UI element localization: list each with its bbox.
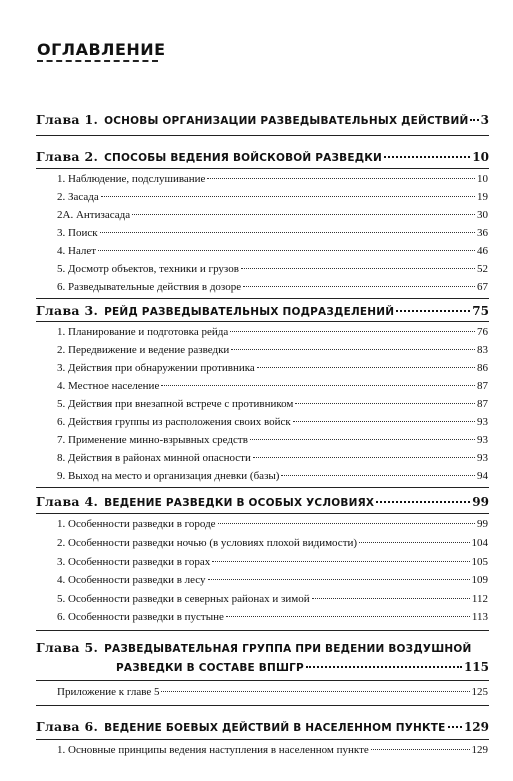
section-page: 52: [477, 263, 488, 275]
dot-leader: [371, 749, 470, 750]
section-label: 6. Разведывательные действия в дозоре: [57, 281, 242, 293]
chapter-page: 115: [463, 660, 489, 674]
dot-leader: [132, 214, 475, 215]
section-label: 3. Действия при обнаружении противника: [57, 362, 255, 374]
dot-leader: [295, 403, 475, 404]
section-entry[interactable]: [57, 344, 488, 359]
dot-leader: [161, 691, 469, 692]
dot-leader: [448, 726, 462, 728]
divider: [36, 513, 489, 514]
divider: [36, 487, 489, 488]
chapter-page: 99: [472, 495, 489, 509]
section-entry[interactable]: [57, 263, 488, 278]
chapter-title: ВЕДЕНИЕ БОЕВЫХ ДЕЙСТВИЙ В НАСЕЛЕННОМ ПУНКТЕ: [104, 722, 446, 734]
section-page: 104: [471, 537, 488, 549]
section-page: 113: [471, 611, 488, 623]
dot-leader: [218, 523, 475, 524]
section-label: 9. Выход на место и организация дневки (базы): [57, 470, 280, 482]
section-page: 76: [477, 326, 488, 338]
section-page: 10: [477, 173, 488, 185]
dot-leader: [230, 331, 475, 332]
chapter-number: Глава 4.: [36, 494, 99, 509]
chapter-page: 75: [472, 304, 489, 318]
section-label: 3. Особенности разведки в горах: [57, 556, 211, 568]
section-page: 112: [471, 593, 488, 605]
chapter-title: ВЕДЕНИЕ РАЗВЕДКИ В ОСОБЫХ УСЛОВИЯХ: [104, 497, 375, 509]
section-entry[interactable]: [57, 574, 488, 589]
dot-leader: [250, 439, 475, 440]
dot-leader: [207, 178, 475, 179]
section-entry[interactable]: [57, 245, 488, 260]
chapter-6-entry[interactable]: [36, 719, 489, 737]
dot-leader: [257, 367, 475, 368]
section-page: 83: [477, 344, 488, 356]
section-page: 105: [471, 556, 488, 568]
dot-leader: [101, 196, 475, 197]
section-entry[interactable]: [57, 537, 488, 552]
dot-leader: [161, 385, 475, 386]
section-page: 125: [471, 686, 488, 698]
divider: [36, 680, 489, 681]
chapter-number: Глава 1.: [36, 112, 99, 127]
dot-leader: [359, 542, 469, 543]
section-entry[interactable]: [57, 173, 488, 188]
chapter-number: Глава 2.: [36, 149, 99, 164]
divider: [36, 630, 489, 631]
chapter-title: СПОСОБЫ ВЕДЕНИЯ ВОЙСКОВОЙ РАЗВЕДКИ: [104, 152, 383, 164]
section-label: 8. Действия в районах минной опасности: [57, 452, 251, 464]
chapter-number: Глава 5.: [36, 640, 99, 655]
section-entry[interactable]: [57, 209, 488, 224]
title-underline: [37, 60, 158, 62]
section-entry[interactable]: [57, 611, 488, 626]
section-entry[interactable]: [57, 744, 488, 759]
section-label: 1. Наблюдение, подслушивание: [57, 173, 206, 185]
dot-leader: [384, 156, 470, 158]
section-page: 86: [477, 362, 488, 374]
chapter-5-entry-line2[interactable]: [116, 660, 489, 678]
chapter-5-entry-line1[interactable]: [36, 640, 489, 658]
section-entry[interactable]: [57, 326, 488, 341]
section-page: 129: [471, 744, 488, 756]
section-page: 94: [477, 470, 488, 482]
section-entry[interactable]: [57, 398, 488, 413]
chapter-title-continued: РАЗВЕДКИ В СОСТАВЕ ВПШГР: [116, 662, 304, 674]
section-page: 46: [477, 245, 488, 257]
section-entry[interactable]: [57, 380, 488, 395]
section-entry[interactable]: [57, 556, 488, 571]
chapter-3-entry[interactable]: [36, 303, 489, 321]
chapter-title: ОСНОВЫ ОРГАНИЗАЦИИ РАЗВЕДЫВАТЕЛЬНЫХ ДЕЙСТВИЙ: [104, 115, 469, 127]
dot-leader: [396, 310, 470, 312]
divider: [36, 705, 489, 706]
section-entry[interactable]: [57, 470, 488, 485]
section-label: 5. Действия при внезапной встрече с противником: [57, 398, 294, 410]
section-label: 2. Передвижение и ведение разведки: [57, 344, 230, 356]
section-entry[interactable]: [57, 416, 488, 431]
divider: [36, 298, 489, 299]
section-page: 99: [477, 518, 488, 530]
section-page: 36: [477, 227, 488, 239]
chapter-page: 3: [480, 113, 489, 127]
section-page: 87: [477, 380, 488, 392]
dot-leader: [253, 457, 475, 458]
section-label: 6. Особенности разведки в пустыне: [57, 611, 224, 623]
divider: [36, 321, 489, 322]
section-entry[interactable]: [57, 191, 488, 206]
divider: [36, 135, 489, 136]
dot-leader: [470, 119, 478, 121]
chapter-4-entry[interactable]: [36, 494, 489, 512]
section-page: 67: [477, 281, 488, 293]
divider: [36, 168, 489, 169]
toc-title: ОГЛАВЛЕНИЕ: [37, 40, 166, 59]
section-entry[interactable]: [57, 227, 488, 242]
chapter-page: 129: [463, 720, 489, 734]
dot-leader: [241, 268, 475, 269]
section-page: 19: [477, 191, 488, 203]
section-label: 5. Досмотр объектов, техники и грузов: [57, 263, 239, 275]
dot-leader: [100, 232, 475, 233]
dot-leader: [98, 250, 475, 251]
section-label: 1. Основные принципы ведения наступления в населенном пункте: [57, 744, 369, 756]
dot-leader: [231, 349, 475, 350]
section-label: Приложение к главе 5: [57, 686, 160, 698]
dot-leader: [306, 666, 462, 668]
dot-leader: [212, 561, 469, 562]
section-entry[interactable]: [57, 452, 488, 467]
section-label: 3. Поиск: [57, 227, 98, 239]
chapter-number: Глава 3.: [36, 303, 99, 318]
section-entry[interactable]: [57, 434, 488, 449]
chapter-title: РЕЙД РАЗВЕДЫВАТЕЛЬНЫХ ПОДРАЗДЕЛЕНИЙ: [104, 306, 395, 318]
chapter-number: Глава 6.: [36, 719, 99, 734]
section-label: 2А. Антизасада: [57, 209, 131, 221]
section-label: 5. Особенности разведки в северных районах и зимой: [57, 593, 310, 605]
section-page: 93: [477, 452, 488, 464]
section-label: 2. Особенности разведки ночью (в условиях плохой видимости): [57, 537, 358, 549]
section-label: 2. Засада: [57, 191, 99, 203]
dot-leader: [312, 598, 470, 599]
section-page: 109: [471, 574, 488, 586]
section-label: 4. Налет: [57, 245, 97, 257]
section-page: 87: [477, 398, 488, 410]
divider: [36, 739, 489, 740]
section-label: 7. Применение минно-взрывных средств: [57, 434, 248, 446]
chapter-1-entry[interactable]: [36, 112, 489, 130]
dot-leader: [376, 501, 470, 503]
section-entry[interactable]: [57, 362, 488, 377]
chapter-title: РАЗВЕДЫВАТЕЛЬНАЯ ГРУППА ПРИ ВЕДЕНИИ ВОЗДУШНОЙ: [104, 643, 472, 655]
section-page: 93: [477, 434, 488, 446]
section-entry[interactable]: [57, 593, 488, 608]
section-entry[interactable]: [57, 281, 488, 296]
section-page: 30: [477, 209, 488, 221]
dot-leader: [243, 286, 475, 287]
section-label: 1. Особенности разведки в городе: [57, 518, 216, 530]
section-label: 4. Местное население: [57, 380, 160, 392]
chapter-2-entry[interactable]: [36, 149, 489, 167]
section-label: 1. Планирование и подготовка рейда: [57, 326, 229, 338]
section-entry[interactable]: [57, 686, 488, 701]
section-entry[interactable]: [57, 518, 488, 533]
dot-leader: [226, 616, 470, 617]
section-label: 6. Действия группы из расположения своих войск: [57, 416, 291, 428]
dot-leader: [281, 475, 475, 476]
dot-leader: [293, 421, 475, 422]
section-page: 93: [477, 416, 488, 428]
section-label: 4. Особенности разведки в лесу: [57, 574, 206, 586]
chapter-page: 10: [472, 150, 489, 164]
dot-leader: [208, 579, 470, 580]
